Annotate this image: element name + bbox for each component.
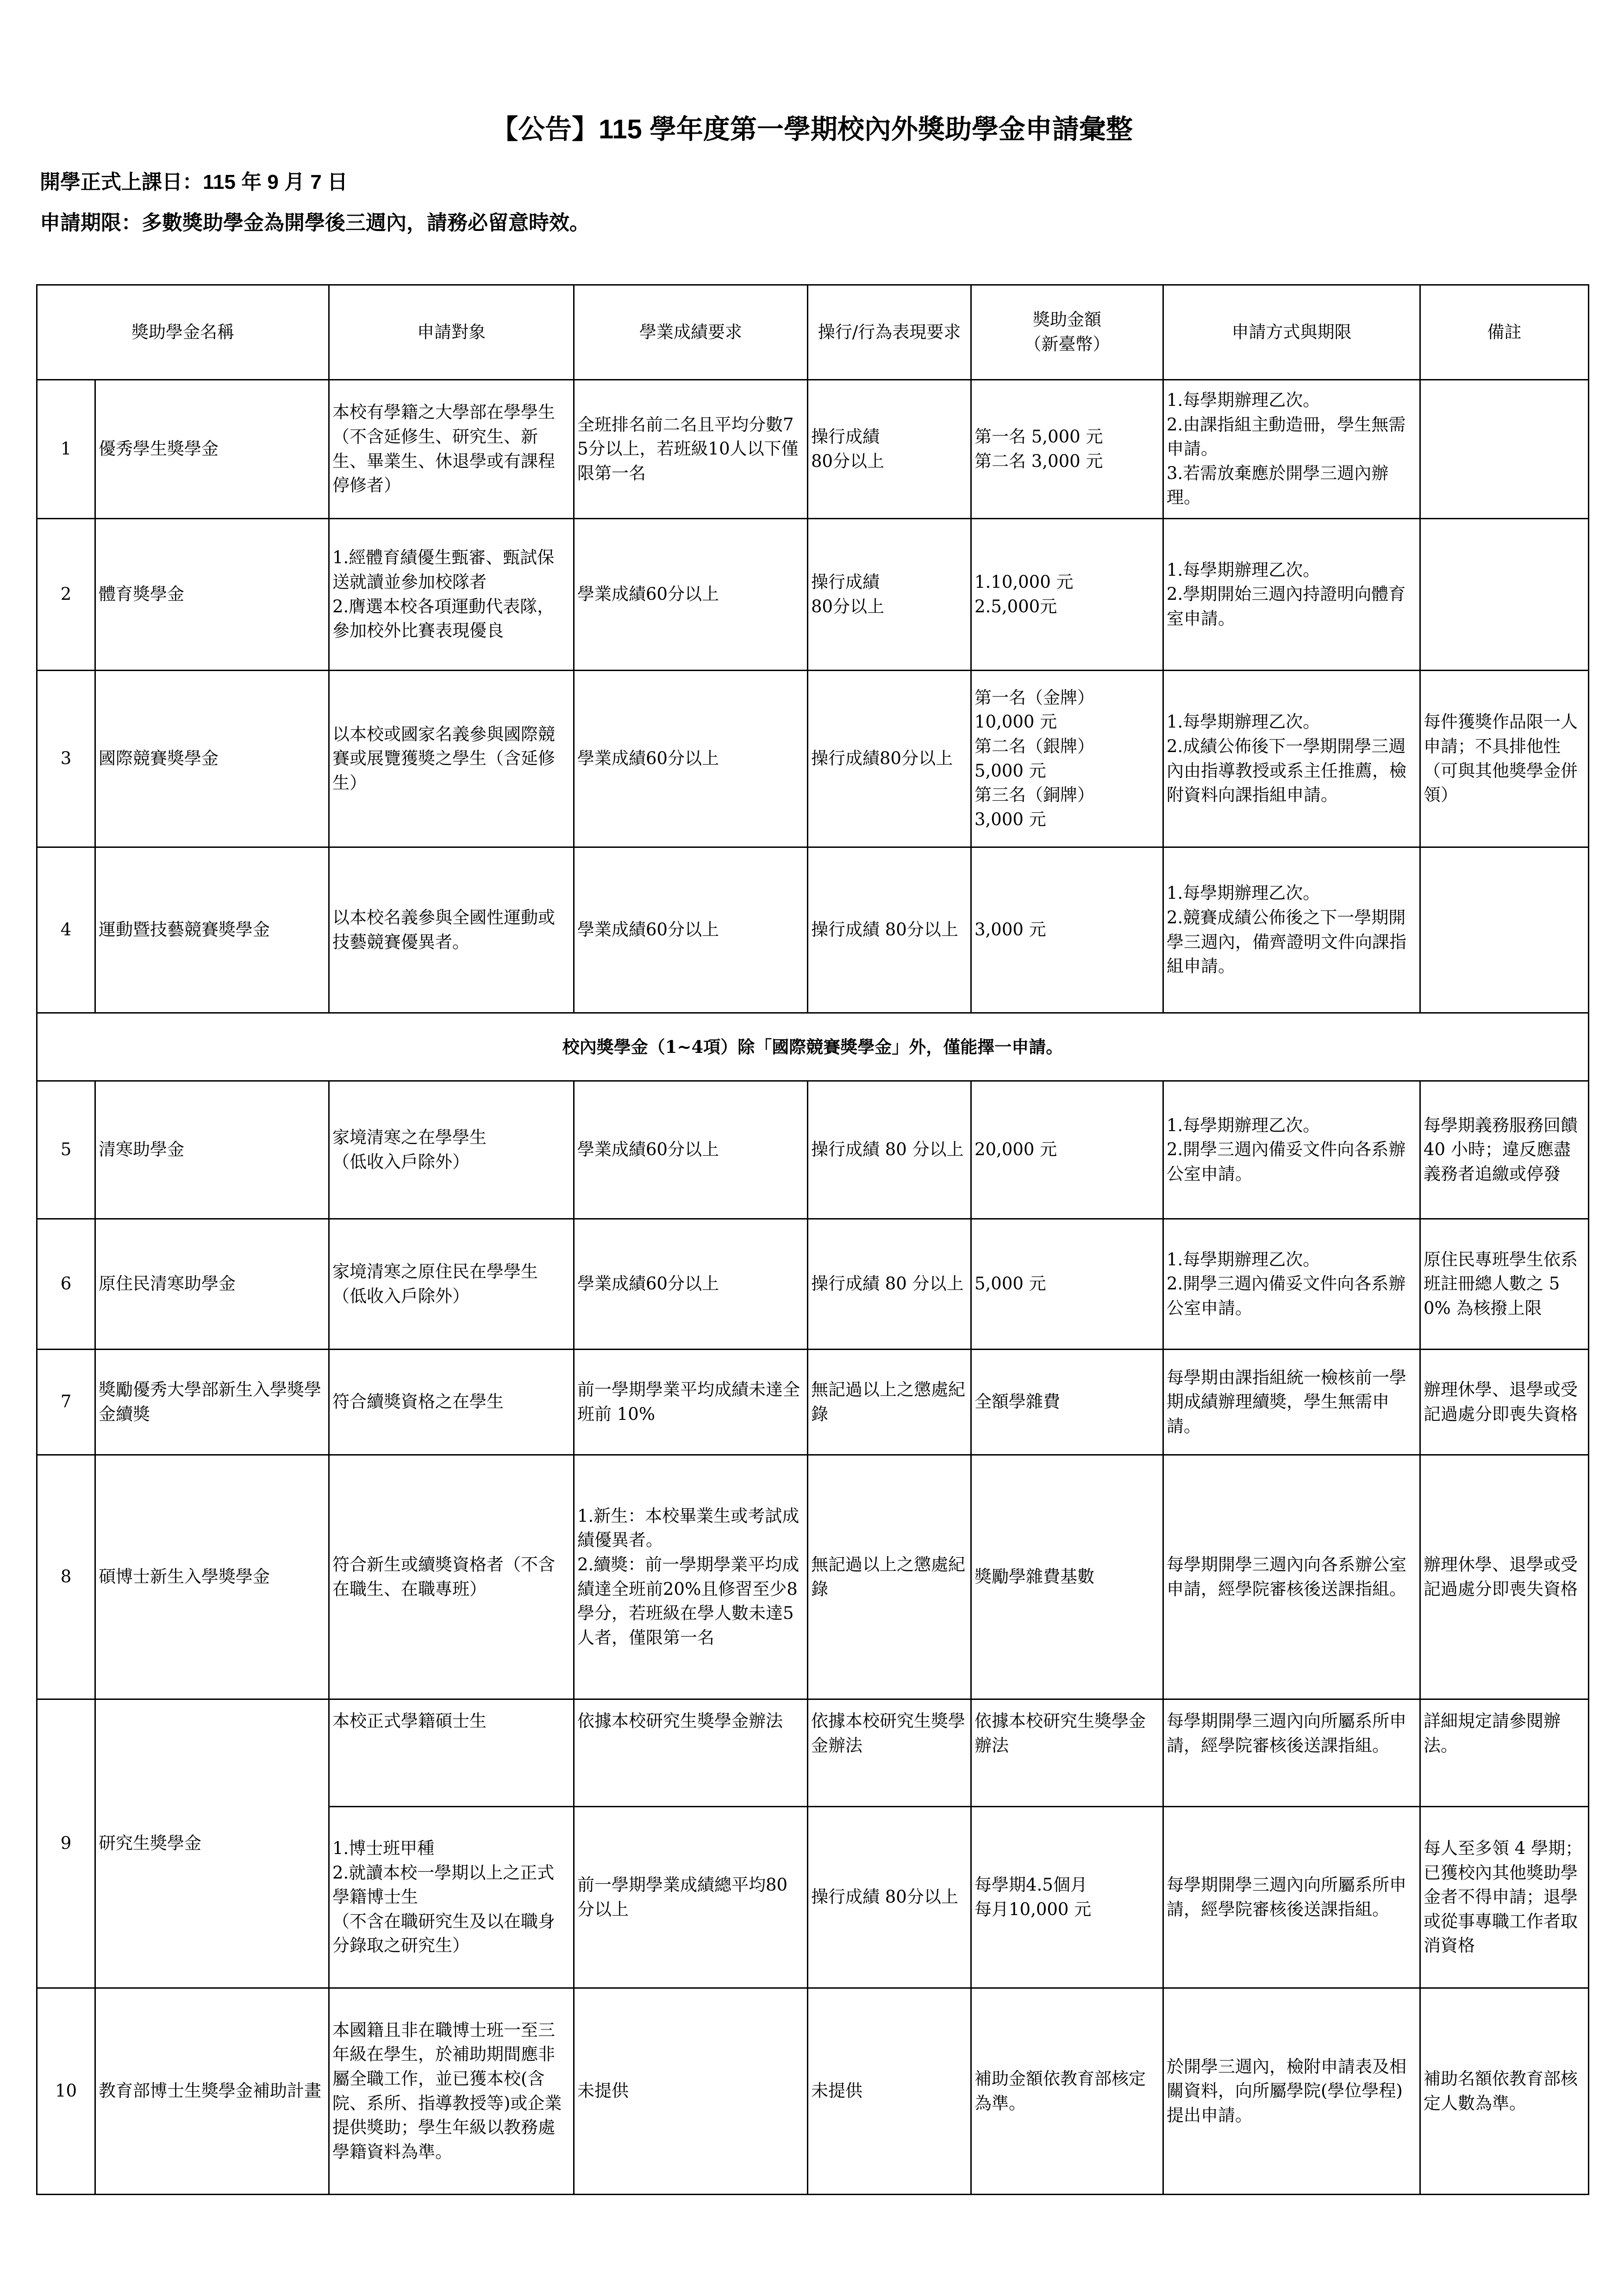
table-row	[37, 1988, 1589, 2195]
remarks-cell: 辦理休學、退學或受記過處分即喪失資格	[1420, 1455, 1589, 1699]
amount-cell: 第一名 5,000 元 第二名 3,000 元	[971, 380, 1163, 519]
start-date-info: 開學正式上課日：115 年 9 月 7 日	[40, 171, 348, 193]
amount-cell: 每學期4.5個月 每月10,000 元	[971, 1807, 1163, 1988]
remarks-cell	[1420, 380, 1589, 519]
table-row	[37, 1081, 1589, 1219]
note-row	[37, 1013, 1589, 1081]
target-cell: 1.經體育績優生甄審、甄試保送就讀並參加校隊者 2.膺選本校各項運動代表隊，參加校外比賽表現優良	[329, 519, 574, 671]
amount-cell: 第一名（金牌） 10,000 元 第二名（銀牌） 5,000 元 第三名（銅牌） 3,000 元	[971, 671, 1163, 847]
header-name: 獎助學金名稱	[37, 285, 329, 380]
amount-cell: 依據本校研究生獎學金辦法	[971, 1699, 1163, 1807]
academic-cell: 依據本校研究生獎學金辦法	[574, 1699, 808, 1807]
row-number: 7	[37, 1350, 95, 1455]
conduct-cell: 操行成績 80分以上	[808, 519, 971, 671]
scholarship-name: 運動暨技藝競賽獎學金	[95, 847, 329, 1013]
scholarship-name: 碩博士新生入學獎學金	[95, 1455, 329, 1699]
academic-cell: 學業成績60分以上	[574, 671, 808, 847]
remarks-cell: 辦理休學、退學或受記過處分即喪失資格	[1420, 1350, 1589, 1455]
row-number: 1	[37, 380, 95, 519]
academic-cell: 學業成績60分以上	[574, 1219, 808, 1350]
scholarship-name: 清寒助學金	[95, 1081, 329, 1219]
remarks-cell: 每人至多領 4 學期；已獲校內其他獎助學金者不得申請；退學或從事專職工作者取消資格	[1420, 1807, 1589, 1988]
conduct-cell: 操行成績 80分以上	[808, 847, 971, 1013]
table-row	[37, 519, 1589, 671]
remarks-cell	[1420, 519, 1589, 671]
academic-cell: 前一學期學業平均成績未達全班前 10%	[574, 1350, 808, 1455]
amount-cell: 全額學雜費	[971, 1350, 1163, 1455]
target-cell: 符合新生或續獎資格者（不含在職生、在職專班）	[329, 1455, 574, 1699]
header-amount: 獎助金額 （新臺幣）	[971, 285, 1163, 380]
remarks-cell: 補助名額依教育部核定人數為準。	[1420, 1988, 1589, 2195]
scholarship-name: 原住民清寒助學金	[95, 1219, 329, 1350]
row-number: 8	[37, 1455, 95, 1699]
table-row	[37, 380, 1589, 519]
target-cell: 本校有學籍之大學部在學學生（不含延修生、研究生、新生、畢業生、休退學或有課程停修者）	[329, 380, 574, 519]
table-row	[37, 671, 1589, 847]
scholarship-name: 研究生獎學金	[95, 1699, 329, 1988]
conduct-cell: 未提供	[808, 1988, 971, 2195]
method-cell: 於開學三週內，檢附申請表及相關資料，向所屬學院(學位學程)提出申請。	[1163, 1988, 1420, 2195]
conduct-cell: 操行成績 80 分以上	[808, 1081, 971, 1219]
method-cell: 1.每學期辦理乙次。 2.學期開始三週內持證明向體育室申請。	[1163, 519, 1420, 671]
target-cell: 家境清寒之在學學生 （低收入戶除外）	[329, 1081, 574, 1219]
target-cell: 符合續獎資格之在學生	[329, 1350, 574, 1455]
table-row	[37, 847, 1589, 1013]
remarks-cell: 每學期義務服務回饋 40 小時；違反應盡義務者追繳或停發	[1420, 1081, 1589, 1219]
academic-cell: 學業成績60分以上	[574, 1081, 808, 1219]
amount-cell: 獎勵學雜費基數	[971, 1455, 1163, 1699]
academic-cell: 未提供	[574, 1988, 808, 2195]
target-cell: 本國籍且非在職博士班一至三年級在學生，於補助期間應非屬全職工作，並已獲本校(含院、系所、指導教授等)或企業提供獎助；學生年級以教務處學籍資料為準。	[329, 1988, 574, 2195]
target-cell: 以本校名義參與全國性運動或技藝競賽優異者。	[329, 847, 574, 1013]
scholarship-name: 國際競賽獎學金	[95, 671, 329, 847]
row-number: 2	[37, 519, 95, 671]
academic-cell: 1.新生：本校畢業生或考試成績優異者。 2.續獎：前一學期學業平均成績達全班前20%且修習至少8學分，若班級在學人數未達5人者，僅限第一名	[574, 1455, 808, 1699]
amount-cell: 5,000 元	[971, 1219, 1163, 1350]
academic-cell: 全班排名前二名且平均分數75分以上，若班級10人以下僅限第一名	[574, 380, 808, 519]
row-number: 4	[37, 847, 95, 1013]
amount-cell: 3,000 元	[971, 847, 1163, 1013]
deadline-info: 申請期限：多數獎助學金為開學後三週內，請務必留意時效。	[40, 212, 590, 234]
scholarship-table	[36, 284, 1589, 2195]
method-cell: 1.每學期辦理乙次。 2.成績公佈後下一學期開學三週內由指導教授或系主任推薦，檢附資料向課指組申請。	[1163, 671, 1420, 847]
table-row	[37, 1350, 1589, 1455]
conduct-cell: 無記過以上之懲處紀錄	[808, 1350, 971, 1455]
row-number: 5	[37, 1081, 95, 1219]
method-cell: 1.每學期辦理乙次。 2.開學三週內備妥文件向各系辦公室申請。	[1163, 1081, 1420, 1219]
remarks-cell	[1420, 847, 1589, 1013]
method-cell: 1.每學期辦理乙次。 2.開學三週內備妥文件向各系辦公室申請。	[1163, 1219, 1420, 1350]
conduct-cell: 操行成績 80 分以上	[808, 1219, 971, 1350]
conduct-cell: 操行成績 80分以上	[808, 1807, 971, 1988]
table-row	[37, 1699, 1589, 1807]
conduct-cell: 操行成績80分以上	[808, 671, 971, 847]
conduct-cell: 依據本校研究生獎學金辦法	[808, 1699, 971, 1807]
header-target: 申請對象	[329, 285, 574, 380]
page-title: 【公告】115 學年度第一學期校內外獎助學金申請彙整	[491, 114, 1133, 144]
remarks-cell: 每件獲獎作品限一人申請；不具排他性（可與其他獎學金併領）	[1420, 671, 1589, 847]
table-row	[37, 1219, 1589, 1350]
target-cell: 本校正式學籍碩士生	[329, 1699, 574, 1807]
target-cell: 家境清寒之原住民在學學生（低收入戶除外）	[329, 1219, 574, 1350]
remarks-cell: 原住民專班學生依系班註冊總人數之 50% 為核撥上限	[1420, 1219, 1589, 1350]
row-number: 10	[37, 1988, 95, 2195]
amount-cell: 補助金額依教育部核定為準。	[971, 1988, 1163, 2195]
header-academic: 學業成績要求	[574, 285, 808, 380]
method-cell: 1.每學期辦理乙次。 2.由課指組主動造冊，學生無需申請。 3.若需放棄應於開學三週內辦理。	[1163, 380, 1420, 519]
academic-cell: 學業成績60分以上	[574, 847, 808, 1013]
header-conduct: 操行/行為表現要求	[808, 285, 971, 380]
method-cell: 每學期由課指組統一檢核前一學期成績辦理續獎，學生無需申請。	[1163, 1350, 1420, 1455]
scholarship-name: 教育部博士生獎學金補助計畫	[95, 1988, 329, 2195]
scholarship-name: 優秀學生獎學金	[95, 380, 329, 519]
exclusivity-note: 校內獎學金（1~4項）除「國際競賽獎學金」外，僅能擇一申請。	[37, 1013, 1589, 1081]
header-row	[37, 285, 1589, 380]
conduct-cell: 操行成績 80分以上	[808, 380, 971, 519]
scholarship-name: 獎勵優秀大學部新生入學獎學金續獎	[95, 1350, 329, 1455]
row-number: 9	[37, 1699, 95, 1988]
row-number: 6	[37, 1219, 95, 1350]
amount-cell: 20,000 元	[971, 1081, 1163, 1219]
academic-cell: 前一學期學業成績總平均80分以上	[574, 1807, 808, 1988]
method-cell: 每學期開學三週內向各系辦公室申請，經學院審核後送課指組。	[1163, 1455, 1420, 1699]
method-cell: 每學期開學三週內向所屬系所申請，經學院審核後送課指組。	[1163, 1699, 1420, 1807]
row-number: 3	[37, 671, 95, 847]
method-cell: 1.每學期辦理乙次。 2.競賽成績公佈後之下一學期開學三週內，備齊證明文件向課指組申請。	[1163, 847, 1420, 1013]
academic-cell: 學業成績60分以上	[574, 519, 808, 671]
target-cell: 以本校或國家名義參與國際競賽或展覽獲獎之學生（含延修生）	[329, 671, 574, 847]
amount-cell: 1.10,000 元 2.5,000元	[971, 519, 1163, 671]
conduct-cell: 無記過以上之懲處紀錄	[808, 1455, 971, 1699]
scholarship-name: 體育獎學金	[95, 519, 329, 671]
target-cell: 1.博士班甲種 2.就讀本校一學期以上之正式學籍博士生 （不含在職研究生及以在職身分錄取之研究生）	[329, 1807, 574, 1988]
remarks-cell: 詳細規定請參閱辦法。	[1420, 1699, 1589, 1807]
table-row	[37, 1455, 1589, 1699]
header-remarks: 備註	[1420, 285, 1589, 380]
method-cell: 每學期開學三週內向所屬系所申請，經學院審核後送課指組。	[1163, 1807, 1420, 1988]
header-method: 申請方式與期限	[1163, 285, 1420, 380]
